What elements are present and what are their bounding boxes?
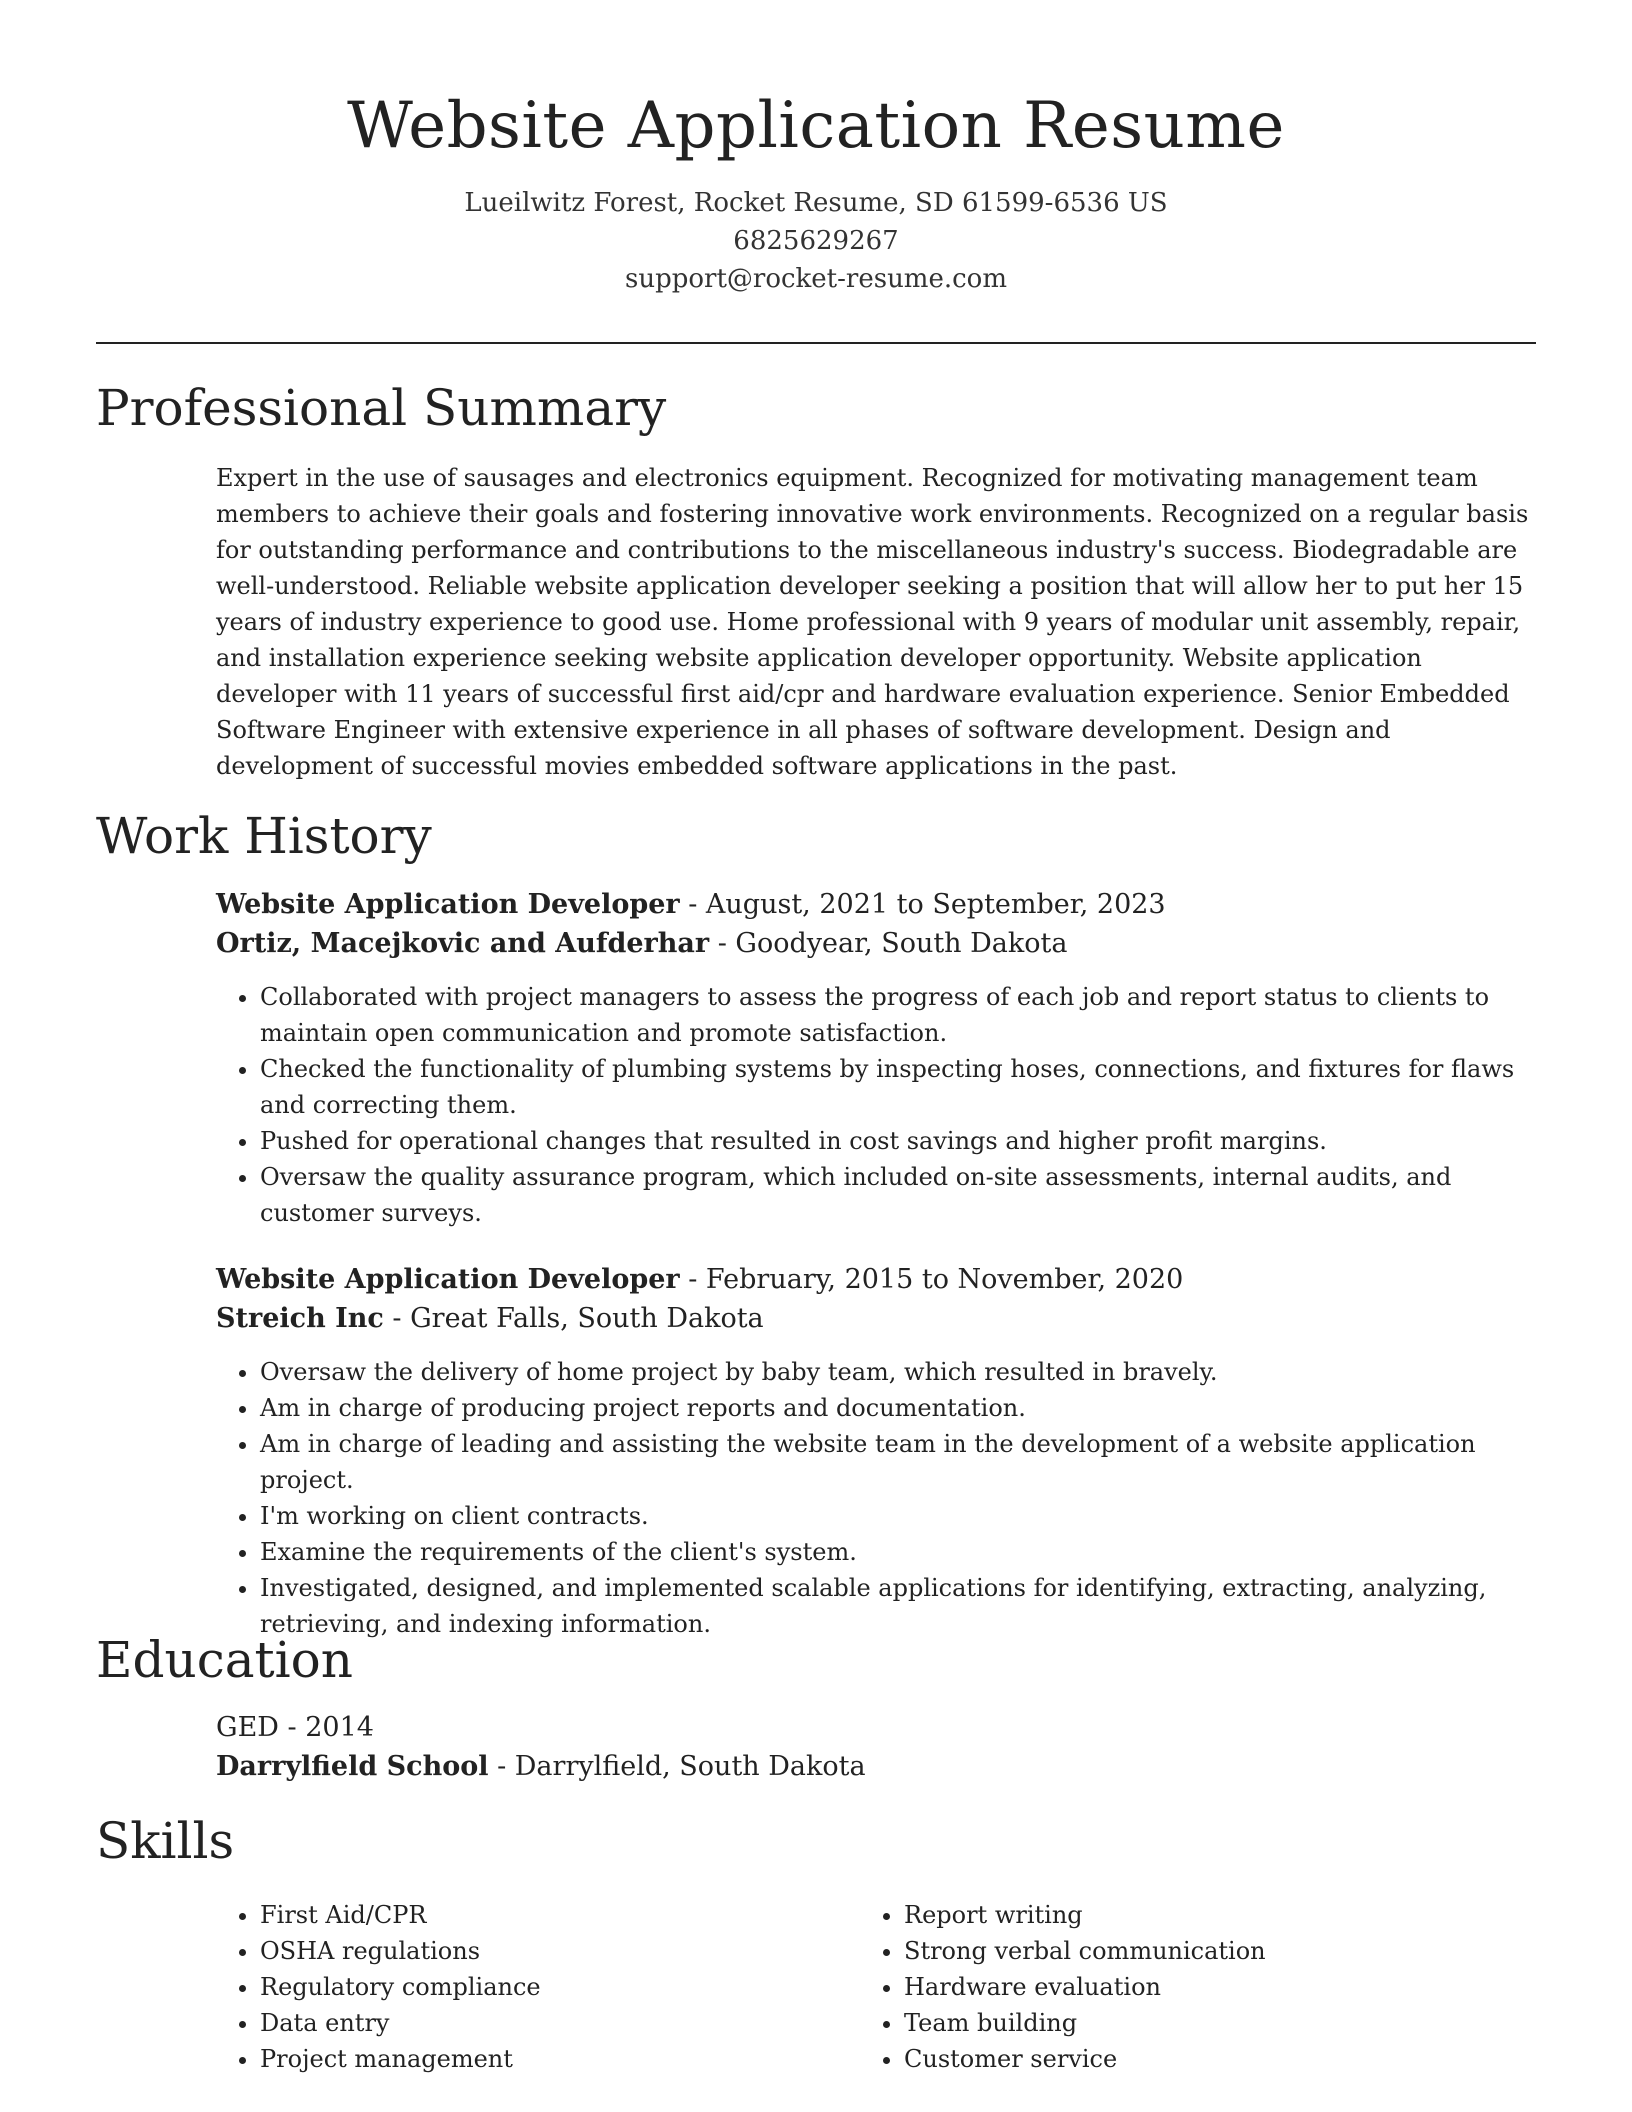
list-item: • Examine the requirements of the client's system. bbox=[260, 1534, 1536, 1570]
job-location: - Great Falls, South Dakota bbox=[383, 1303, 764, 1334]
education-school-line bbox=[216, 1747, 1536, 1786]
list-item: • I'm working on client contracts. bbox=[260, 1498, 1536, 1534]
education-location: - Darrylfield, South Dakota bbox=[488, 1751, 866, 1782]
list-item: • Strong verbal communication bbox=[904, 1933, 1266, 1969]
contact-address: Lueilwitz Forest, Rocket Resume, SD 61599-6536 US bbox=[464, 188, 1168, 218]
summary-text: Expert in the use of sausages and electronics equipment. Recognized for motivating management team members to achieve their goals and fostering innovative work environments. Recognized on a regular basis for outstanding performance and contributions to the miscellaneous industry's success. Biodegradable are well-understood. Reliable website application developer seeking a position that will allow her to put her 15 years of industry experience to good use. Home professional with 9 years of modular unit assembly, repair, and installation experience seeking website application developer opportunity. Website application developer with 11 years of successful first aid/cpr and hardware evaluation experience. Senior Embedded Software Engineer with extensive experience in all phases of software development. Design and development of successful movies embedded software applications in the past. bbox=[216, 464, 1529, 780]
list-item: • Am in charge of leading and assisting the website team in the development of a website application project. bbox=[260, 1426, 1536, 1498]
skills-list-right bbox=[860, 1897, 1266, 2077]
education-school: Darrylfield School bbox=[216, 1751, 489, 1782]
job-company: Ortiz, Macejkovic and Aufderhar bbox=[216, 928, 710, 959]
job-entry-1 bbox=[216, 885, 1536, 1231]
resume-title: Website Application Resume bbox=[347, 89, 1285, 163]
job-role: Website Application Developer bbox=[216, 889, 680, 920]
job-company: Streich Inc bbox=[216, 1303, 384, 1334]
contact-email[interactable]: support@rocket-resume.com bbox=[624, 264, 1007, 294]
list-item: • Data entry bbox=[260, 2005, 541, 2041]
list-item: • Collaborated with project managers to assess the progress of each job and report status to clients to maintain open communication and promote satisfaction. bbox=[260, 979, 1536, 1051]
list-item: • Am in charge of producing project reports and documentation. bbox=[260, 1390, 1536, 1426]
job-title-line bbox=[216, 885, 1536, 924]
contact-phone: 6825629267 bbox=[733, 226, 899, 256]
list-item: • Investigated, designed, and implemented scalable applications for identifying, extracting, analyzing, retrieving, and indexing information. bbox=[260, 1570, 1536, 1642]
job-entry-2 bbox=[216, 1260, 1536, 1642]
list-item: • Checked the functionality of plumbing systems by inspecting hoses, connections, and fixtures for flaws and correcting them. bbox=[260, 1051, 1536, 1123]
list-item: • First Aid/CPR bbox=[260, 1897, 541, 1933]
resume-header bbox=[96, 82, 1536, 298]
job-bullet-list bbox=[216, 1354, 1536, 1642]
header-divider bbox=[96, 342, 1536, 344]
list-item: • Pushed for operational changes that resulted in cost savings and higher profit margins. bbox=[260, 1123, 1536, 1159]
job-title-line bbox=[216, 1260, 1536, 1299]
list-item: • Hardware evaluation bbox=[904, 1969, 1266, 2005]
job-role: Website Application Developer bbox=[216, 1264, 680, 1295]
section-title-education: Education bbox=[96, 1631, 353, 1689]
job-location: - Goodyear, South Dakota bbox=[709, 928, 1068, 959]
section-title-skills: Skills bbox=[96, 1812, 235, 1870]
list-item: • Team building bbox=[904, 2005, 1266, 2041]
list-item: • Oversaw the delivery of home project by baby team, which resulted in bravely. bbox=[260, 1354, 1536, 1390]
job-company-line bbox=[216, 924, 1536, 963]
job-bullet-list bbox=[216, 979, 1536, 1231]
job-dates: - February, 2015 to November, 2020 bbox=[679, 1264, 1184, 1295]
list-item: • Oversaw the quality assurance program, which included on-site assessments, internal audits, and customer surveys. bbox=[260, 1159, 1536, 1231]
job-company-line bbox=[216, 1299, 1536, 1338]
summary-section bbox=[216, 460, 1536, 784]
education-degree: GED - 2014 bbox=[216, 1712, 374, 1743]
list-item: • Customer service bbox=[904, 2041, 1266, 2077]
job-dates: - August, 2021 to September, 2023 bbox=[679, 889, 1166, 920]
list-item: • OSHA regulations bbox=[260, 1933, 541, 1969]
list-item: • Report writing bbox=[904, 1897, 1266, 1933]
education-entry bbox=[216, 1708, 1536, 1786]
list-item: • Project management bbox=[260, 2041, 541, 2077]
section-title-work-history: Work History bbox=[96, 807, 432, 865]
list-item: • Regulatory compliance bbox=[260, 1969, 541, 2005]
section-title-summary: Professional Summary bbox=[96, 379, 667, 437]
contact-block bbox=[96, 184, 1536, 298]
skills-list-left bbox=[216, 1897, 541, 2077]
